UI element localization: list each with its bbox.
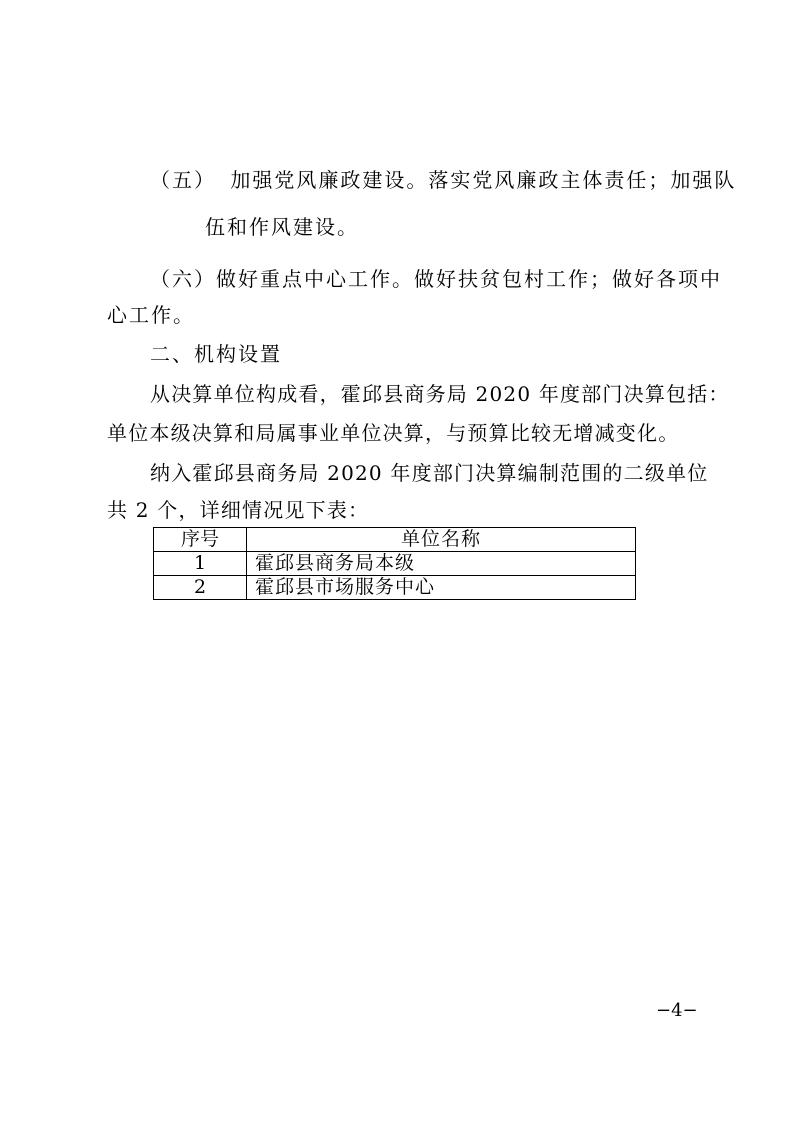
table-header-cell: 单位名称 [247, 528, 636, 552]
table-row [154, 576, 636, 600]
scope-paragraph-line-2: 共 2 个，详细情况见下表： [107, 498, 370, 522]
table-cell: 霍邱县商务局本级 [247, 552, 636, 576]
org-paragraph-line-1: 从决算单位构成看，霍邱县商务局 2020 年度部门决算包括： [150, 382, 730, 406]
paragraph-5-line-1: （五） 加强党风廉政建设。落实党风廉政主体责任；加强队 [150, 168, 737, 192]
table-header-row [154, 528, 636, 552]
table-row [154, 552, 636, 576]
paragraph-5-line-2: 伍和作风建设。 [205, 215, 359, 239]
paragraph-6-line-1: （六）做好重点中心工作。做好扶贫包村工作；做好各项中 [150, 267, 722, 291]
table-cell: 霍邱县市场服务中心 [247, 576, 636, 600]
scope-paragraph-line-1: 纳入霍邱县商务局 2020 年度部门决算编制范围的二级单位 [150, 461, 709, 485]
section-heading: 二、机构设置 [150, 342, 282, 366]
paragraph-6-line-2: 心工作。 [107, 303, 195, 327]
org-paragraph-line-2: 单位本级决算和局属事业单位决算，与预算比较无增减变化。 [107, 421, 680, 445]
unit-table [153, 527, 636, 600]
table-cell: 1 [154, 552, 247, 576]
page-number: −4− [656, 1000, 698, 1021]
table-header-cell: 序号 [154, 528, 247, 552]
table-cell: 2 [154, 576, 247, 600]
